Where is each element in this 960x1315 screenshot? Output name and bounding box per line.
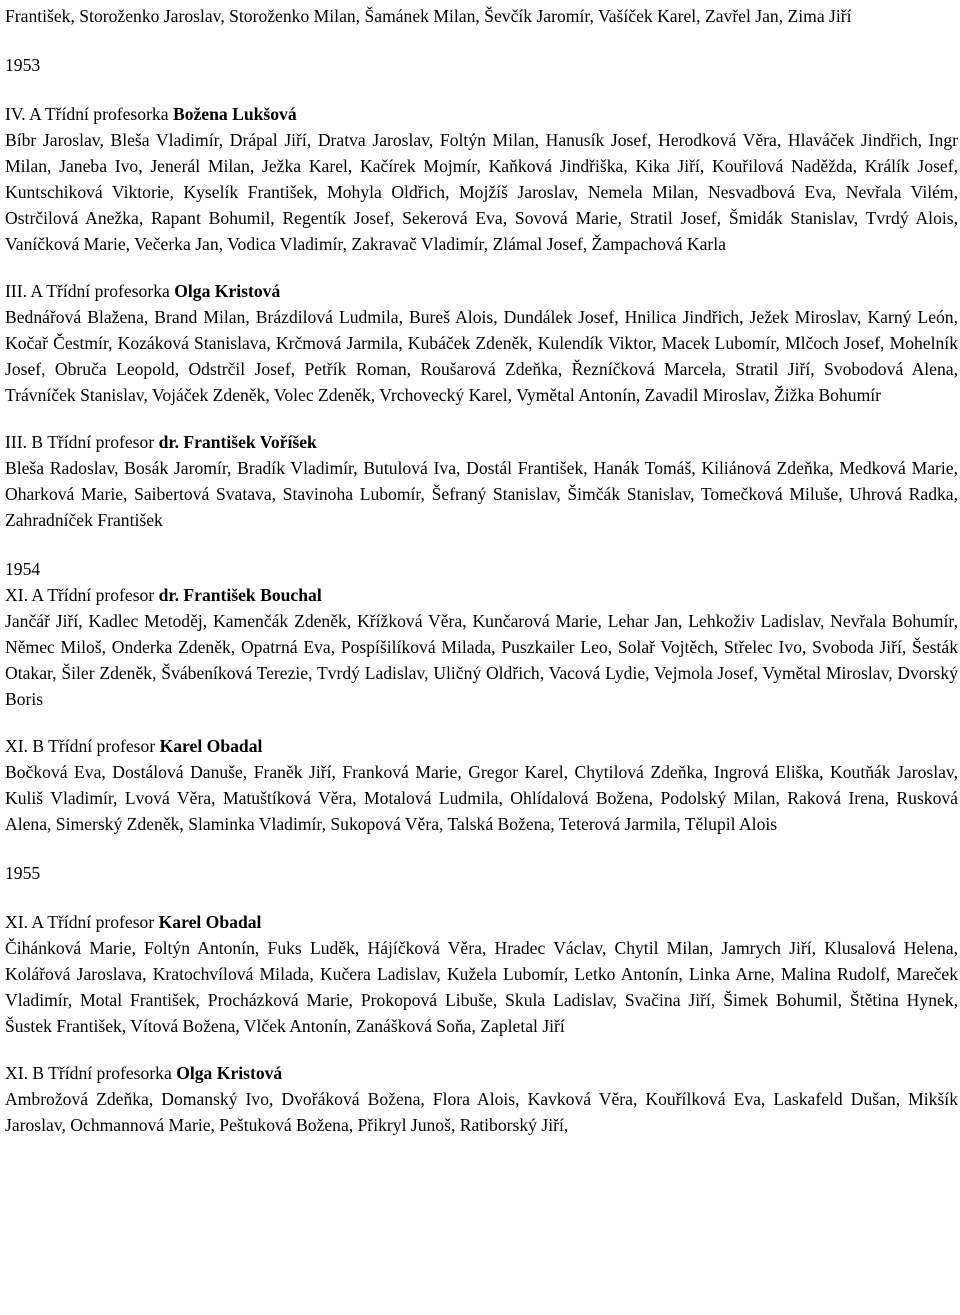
students-list: Bleša Radoslav, Bosák Jaromír, Bradík Vladimír, Butulová Iva, Dostál František, Hanák Tomáš, Kiliánová Zdeňka, Medková Marie, Oharková Marie, Saibertová Svatava, Stavinoha Lubomír, Šefraný Stanislav, Šimčák Stanislav, Tomečková Miluše, Uhrová Radka, Zahradníček František <box>5 458 958 530</box>
class-heading <box>5 101 958 127</box>
students-list: Ambrožová Zdeňka, Domanský Ivo, Dvořáková Božena, Flora Alois, Kavková Věra, Kouřílková Eva, Laskafeld Dušan, Mikšík Jaroslav, Ochmannová Marie, Peštuková Božena, Přikryl Junoš, Ratiborský Jiří, <box>5 1089 958 1135</box>
document-page <box>5 0 958 1138</box>
students-list: Bíbr Jaroslav, Bleša Vladimír, Drápal Jiří, Dratva Jaroslav, Foltýn Milan, Hanusík Josef, Herodková Věra, Hlaváček Jindřich, Ingr Milan, Janeba Ivo, Jenerál Milan, Ježka Karel, Kačírek Mojmír, Kaňková Jindřiška, Kika Jiří, Kouřilová Naděžda, Králík Josef, Kuntschiková Viktorie, Kyselík František, Mohyla Oldřich, Mojžíš Jaroslav, Nemela Milan, Nesvadbová Eva, Nevřala Vilém, Ostrčilová Anežka, Rapant Bohumil, Regentík Josef, Sekerová Eva, Sovová Marie, Stratil Josef, Šmidák Stanislav, Tvrdý Alois, Vaníčková Marie, Večerka Jan, Vodica Vladimír, Zakravač Vladimír, Zlámal Josef, Žampachová Karla <box>5 130 958 254</box>
teacher-name: Olga Kristová <box>174 281 281 301</box>
students-list: Čihánková Marie, Foltýn Antonín, Fuks Luděk, Hájíčková Věra, Hradec Václav, Chytil Milan, Jamrych Jiří, Klusalová Helena, Kolářová Jaroslava, Kratochvílová Milada, Kučera Ladislav, Kužela Lubomír, Letko Antonín, Linka Arne, Malina Rudolf, Mareček Vladimír, Motal František, Procházková Marie, Prokopová Libuše, Skula Ladislav, Svačina Jiří, Šimek Bohumil, Štětina Hynek, Šustek František, Vítová Božena, Vlček Antonín, Zanášková Soňa, Zapletal Jiří <box>5 938 958 1036</box>
year-heading: 1954 <box>5 559 41 579</box>
students-list: Bednářová Blažena, Brand Milan, Brázdilová Ludmila, Bureš Alois, Dundálek Josef, Hnilica Jindřich, Ježek Miroslav, Karný León, Kočař Čestmír, Kozáková Stanislava, Krčmová Jarmila, Kubáček Zdeněk, Kulendík Viktor, Macek Lubomír, Mlčoch Josef, Mohelník Josef, Obruča Leopold, Odstrčil Josef, Petřík Roman, Roušarová Zdeňka, Řezníčková Marcela, Stratil Jiří, Svobodová Alena, Trávníček Stanislav, Vojáček Zdeněk, Volec Zdeněk, Vrchovecký Karel, Vymětal Antonín, Zavadil Miroslav, Žižka Bohumír <box>5 307 958 405</box>
teacher-name: Božena Lukšová <box>172 104 297 124</box>
year-heading: 1953 <box>5 55 41 75</box>
students-list: Bočková Eva, Dostálová Danuše, Franěk Jiří, Franková Marie, Gregor Karel, Chytilová Zdeňka, Ingrová Eliška, Koutňák Jaroslav, Kuliš Vladimír, Lvová Věra, Matuštíková Věra, Motalová Ludmila, Ohlídalová Božena, Podolský Milan, Raková Irena, Rusková Alena, Simerský Zdeněk, Slaminka Vladimír, Sukopová Věra, Talská Božena, Teterová Jarmila, Tělupil Alois <box>5 762 958 834</box>
teacher-name: dr. František Voříšek <box>158 432 317 452</box>
class-heading <box>5 909 958 935</box>
teacher-name: Karel Obadal <box>159 736 263 756</box>
class-label: III. A Třídní profesorka <box>5 281 175 301</box>
class-label: XI. B Třídní profesor <box>5 736 160 756</box>
class-heading <box>5 1060 958 1086</box>
class-label: XI. A Třídní profesor <box>5 585 159 605</box>
teacher-name: dr. František Bouchal <box>158 585 322 605</box>
class-heading <box>5 582 958 608</box>
class-label: XI. B Třídní profesorka <box>5 1063 177 1083</box>
class-heading <box>5 278 958 304</box>
students-list: Jančář Jiří, Kadlec Metoděj, Kamenčák Zdeněk, Křížková Věra, Kunčarová Marie, Lehar Jan, Lehkoživ Ladislav, Nevřala Bohumír, Němec Miloš, Onderka Zdeněk, Opatrná Eva, Pospíšilíková Milada, Puszkailer Leo, Solař Vojtěch, Střelec Ivo, Svoboda Jiří, Šesták Otakar, Šiler Zdeněk, Švábeníková Terezie, Tvrdý Ladislav, Uličný Oldřich, Vacová Lydie, Vejmola Josef, Vymětal Miroslav, Dvorský Boris <box>5 611 958 709</box>
class-heading <box>5 429 958 455</box>
year-heading: 1955 <box>5 863 41 883</box>
class-label: XI. A Třídní profesor <box>5 912 159 932</box>
class-heading <box>5 733 958 759</box>
teacher-name: Olga Kristová <box>176 1063 283 1083</box>
class-label: IV. A Třídní profesorka <box>5 104 173 124</box>
students-list: František, Storoženko Jaroslav, Storoženko Milan, Šamánek Milan, Ševčík Jaromír, Vašíček Karel, Zavřel Jan, Zima Jiří <box>5 6 852 26</box>
teacher-name: Karel Obadal <box>158 912 262 932</box>
class-label: III. B Třídní profesor <box>5 432 159 452</box>
